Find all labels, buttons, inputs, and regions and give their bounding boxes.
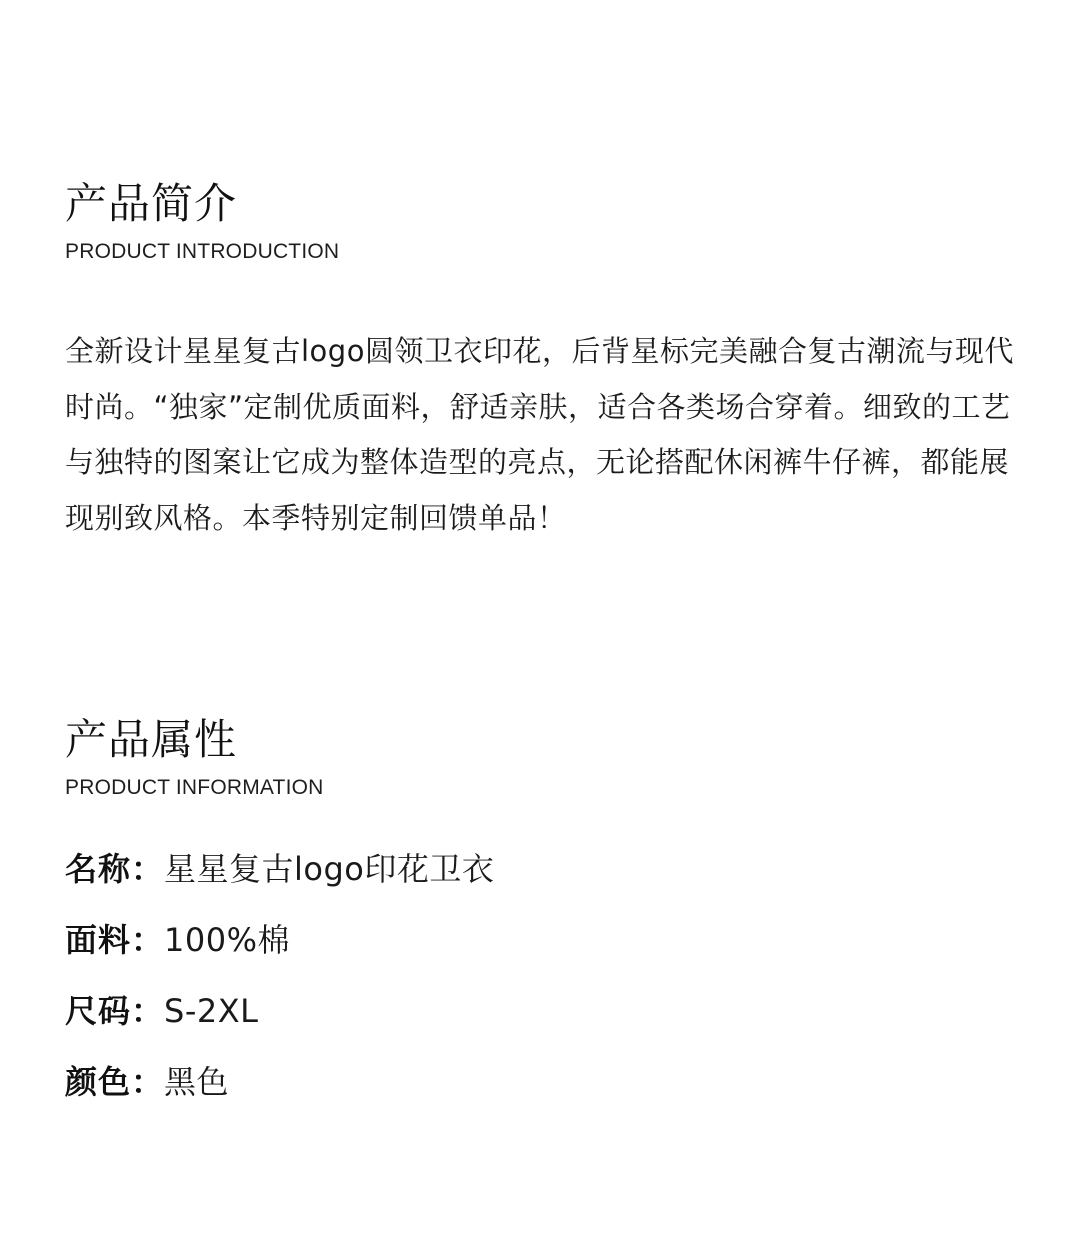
- info-title: 产品属性: [65, 715, 238, 764]
- intro-subtitle: PRODUCT INTRODUCTION: [65, 240, 340, 263]
- attribute-label: 面料：: [65, 921, 165, 959]
- product-information-section: [65, 712, 1020, 801]
- attribute-row-size: [65, 978, 1005, 1049]
- attribute-row-color: [65, 1049, 1005, 1120]
- attribute-label: 颜色：: [65, 1063, 165, 1101]
- attribute-row-name: [65, 836, 1005, 907]
- attribute-value: 星星复古logo印花卫衣: [164, 850, 495, 888]
- product-description: 全新设计星星复古logo圆领卫衣印花，后背星标完美融合复古潮流与现代时尚。“独家”定制优质面料，舒适亲肤，适合各类场合穿着。细致的工艺与独特的图案让它成为整体造型的亮点，无论搭配休闲裤牛仔裤，都能展现别致风格。本季特别定制回馈单品！: [65, 334, 1014, 535]
- attribute-label: 尺码：: [65, 992, 165, 1030]
- attribute-list: [65, 836, 1005, 1120]
- attribute-value: 黑色: [164, 1063, 230, 1101]
- info-subtitle: PRODUCT INFORMATION: [65, 776, 324, 799]
- intro-title: 产品简介: [65, 179, 238, 228]
- attribute-label: 名称：: [65, 850, 165, 888]
- attribute-value: 100%棉: [164, 921, 291, 959]
- attribute-row-fabric: [65, 907, 1005, 978]
- attribute-value: S-2XL: [164, 992, 259, 1030]
- product-introduction-section: [65, 176, 1020, 265]
